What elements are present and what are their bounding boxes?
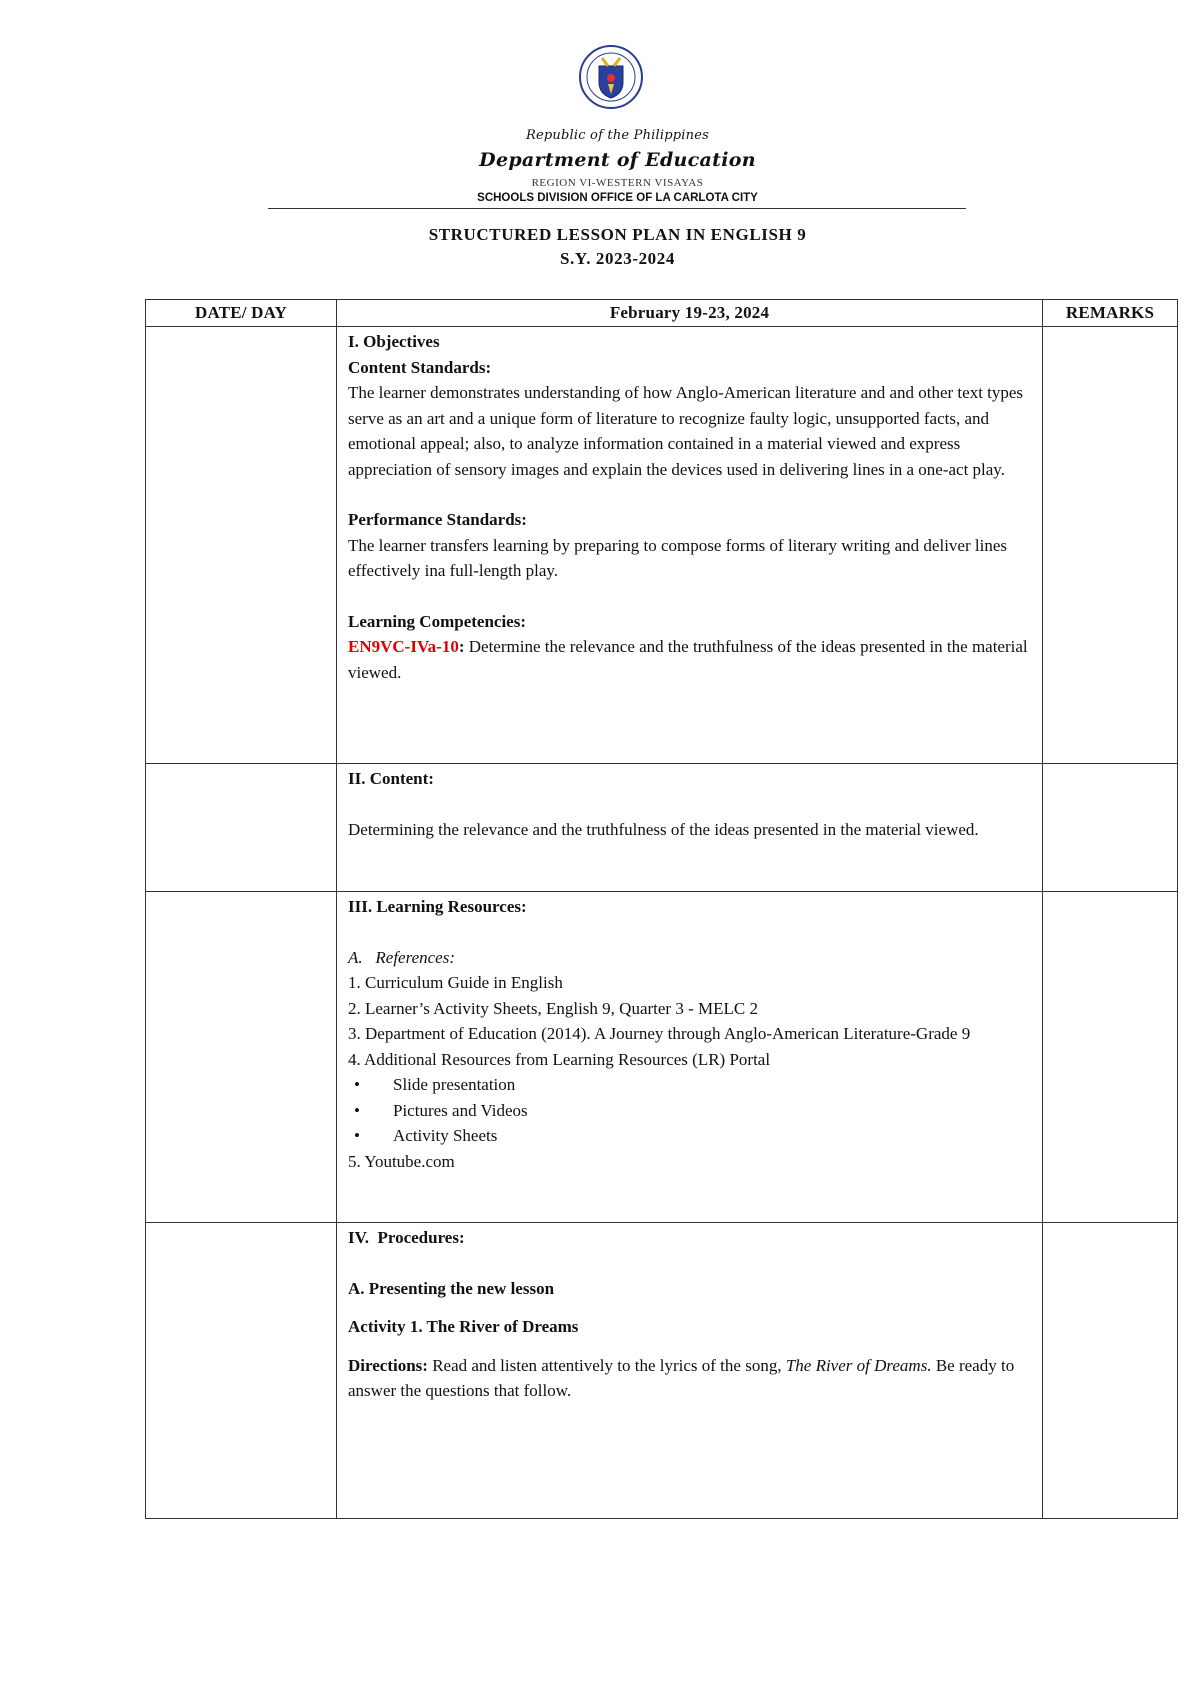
reference-item: 5. Youtube.com: [348, 1151, 455, 1171]
performance-standards-text: The learner transfers learning by preparing to compose forms of literary writing and deliver lines effectively ina full-length play.: [348, 535, 1007, 580]
letterhead-region: REGION VI-WESTERN VISAYAS: [531, 177, 704, 189]
competency-colon: :: [458, 637, 465, 656]
letterhead-department: Department of Education: [479, 149, 756, 171]
remarks-cell: [1043, 764, 1178, 892]
bullet-icon: •: [354, 1126, 360, 1145]
directions-label: Directions:: [348, 1355, 428, 1375]
bullet-text: Slide presentation: [393, 1075, 516, 1094]
header-date-day: DATE/ DAY: [146, 300, 337, 327]
content-text: Determining the relevance and the truthfulness of the ideas presented in the material viewed.: [348, 819, 979, 839]
competencies-label: Learning Competencies:: [348, 611, 527, 631]
directions-text: Read and listen attentively to the lyrics of the song,: [427, 1355, 786, 1375]
content-cell: [337, 764, 1043, 892]
reference-item: 2. Learner’s Activity Sheets, English 9, Quarter 3 - MELC 2: [348, 998, 758, 1018]
table-row-content: [146, 764, 1178, 892]
remarks-cell: [1043, 1223, 1178, 1519]
reference-item: 1. Curriculum Guide in English: [348, 973, 563, 992]
school-year: S.Y. 2023-2024: [560, 249, 675, 268]
reference-item: 4. Additional Resources from Learning Resources (LR) Portal: [348, 1049, 771, 1069]
bullet-text: Pictures and Videos: [393, 1100, 528, 1120]
competency-code: EN9VC-IVa-10: [348, 637, 459, 656]
table-row-resources: [146, 892, 1178, 1223]
table-row-procedures: [146, 1223, 1178, 1519]
header-date-range: February 19-23, 2024: [337, 300, 1043, 327]
letterhead-division: SCHOOLS DIVISION OFFICE OF LA CARLOTA CITY: [477, 192, 758, 204]
table-header-row: [146, 300, 1178, 327]
references-label: A. References:: [348, 947, 455, 967]
date-cell: [146, 764, 337, 892]
date-cell: [146, 327, 337, 764]
resources-heading: III. Learning Resources:: [348, 897, 527, 916]
reference-item: 3. Department of Education (2014). A Journey through Anglo-American Literature-Grade 9: [348, 1024, 971, 1043]
remarks-cell: [1043, 327, 1178, 764]
document-title: STRUCTURED LESSON PLAN IN ENGLISH 9: [428, 225, 807, 244]
objectives-heading: I. Objectives: [348, 332, 440, 351]
bullet-item: [348, 1072, 1032, 1098]
objectives-cell: [337, 327, 1043, 764]
remarks-cell: [1043, 892, 1178, 1223]
date-cell: [146, 892, 337, 1223]
bullet-item: [348, 1098, 1032, 1124]
letterhead-republic: Republic of the Philippines: [526, 128, 709, 143]
procedures-heading: IV. Procedures:: [348, 1228, 465, 1247]
letterhead-divider: [268, 208, 966, 209]
resources-cell: [337, 892, 1043, 1223]
content-standards-label: Content Standards:: [348, 357, 492, 377]
table-row-objectives: [146, 327, 1178, 764]
bullet-item: [348, 1123, 1032, 1149]
activity-title: Activity 1. The River of Dreams: [348, 1317, 579, 1336]
bullet-text: Activity Sheets: [393, 1126, 498, 1145]
content-heading: II. Content:: [348, 769, 434, 788]
lesson-plan-table: [145, 299, 1178, 1519]
performance-standards-label: Performance Standards:: [348, 510, 527, 529]
competency-text: Determine the relevance and the truthfulness of the ideas presented in the material viewed.: [348, 637, 1028, 682]
competency-entry: [348, 634, 1032, 685]
procedures-cell: [337, 1223, 1043, 1519]
procedures-subheading: A. Presenting the new lesson: [348, 1278, 555, 1298]
bullet-icon: •: [354, 1075, 360, 1094]
date-cell: [146, 1223, 337, 1519]
deped-seal-icon: [578, 44, 644, 110]
song-title: The River of Dreams.: [785, 1355, 932, 1375]
directions: [348, 1353, 1032, 1404]
bullet-icon: •: [354, 1100, 360, 1120]
header-remarks: REMARKS: [1043, 300, 1178, 327]
directions-tail: Be ready to answer the questions that follow.: [348, 1355, 1015, 1400]
content-standards-text: The learner demonstrates understanding of how Anglo-American literature and and other text types serve as an art and a unique form of literature to recognize faulty logic, unsupported facts, and emotional appeal; also, to analyze information contained in a material viewed and express appreciation of sensory images and explain the devices used in delivering lines in a one-act play.: [348, 383, 1024, 479]
